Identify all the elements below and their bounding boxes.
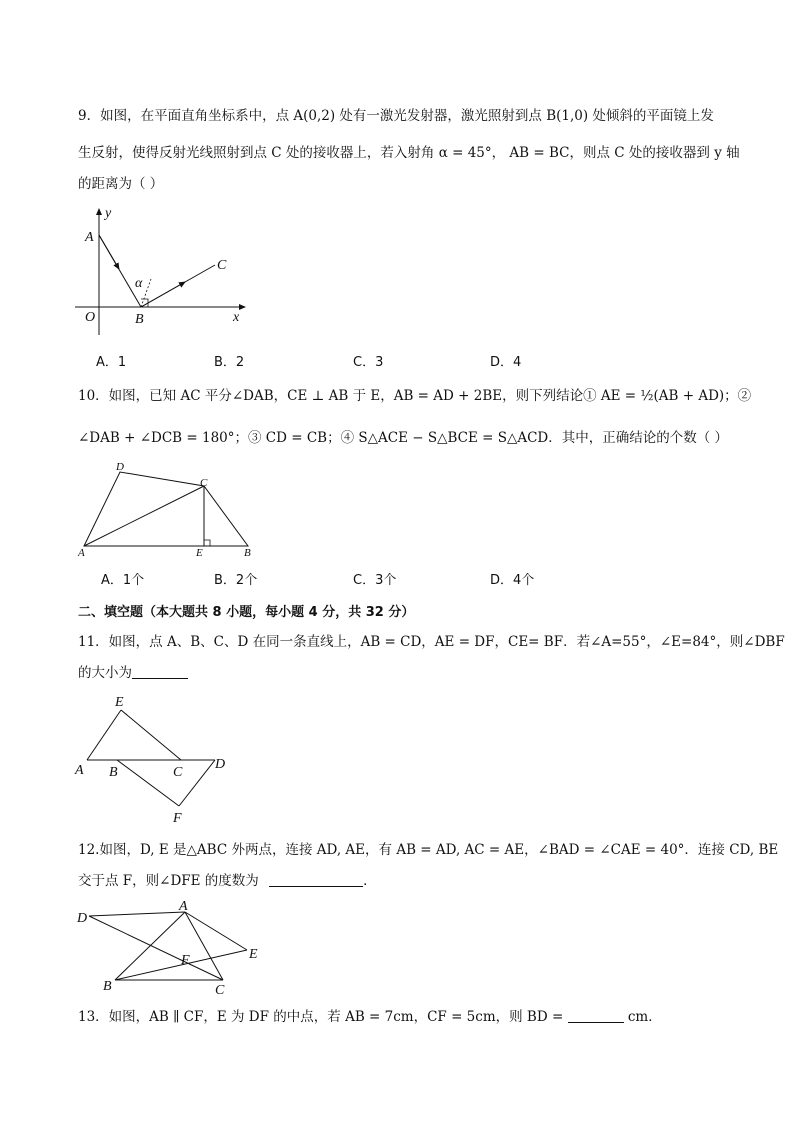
q9-label-o: O bbox=[85, 310, 96, 325]
q10-label-c: C bbox=[200, 477, 208, 489]
q10-figure bbox=[78, 460, 268, 560]
q9-label-b: B bbox=[135, 312, 144, 327]
q12-seg-ae bbox=[185, 912, 247, 950]
q9-line3: 的距离为（ ） bbox=[78, 176, 164, 192]
q10-option-a: A．1个 bbox=[101, 573, 145, 588]
q10-diagonal-ac bbox=[84, 486, 204, 546]
q9-option-b: B．2 bbox=[214, 355, 245, 370]
q12-seg-da bbox=[89, 912, 185, 916]
q11-seg-bf bbox=[117, 760, 179, 806]
q13-line1 bbox=[78, 1007, 662, 1027]
q12-line2 bbox=[78, 871, 377, 891]
q13-text-before: 13．如图，AB ∥ CF，E 为 DF 的中点，若 AB = 7cm，CF = 5cm，则 BD = bbox=[78, 1009, 564, 1025]
q12-line2-text: 交于点 F，则∠DFE 的度数为 bbox=[78, 873, 259, 889]
q10-label-e: E bbox=[196, 547, 203, 559]
q9-label-c: C bbox=[217, 258, 227, 273]
q12-label-d: D bbox=[77, 911, 88, 926]
q9-label-y: y bbox=[105, 206, 112, 221]
q10-label-a: A bbox=[78, 547, 85, 559]
section-title: 二、填空题（本大题共 8 小题，每小题 4 分，共 32 分） bbox=[78, 605, 415, 620]
q12-label-f: F bbox=[181, 953, 190, 968]
q11-seg-fd bbox=[179, 760, 215, 806]
q10-line2: ∠DAB + ∠DCB = 180°；③ CD = CB；④ S△ACE − S△BCE = S△ACD．其中，正确结论的个数（ ） bbox=[78, 430, 729, 446]
q9-line2: 生反射，使得反射光线照射到点 C 处的接收器上，若入射角 α = 45°， AB = BC，则点 C 处的接收器到 y 轴 bbox=[78, 145, 740, 161]
q11-answer-blank[interactable] bbox=[132, 664, 188, 679]
q10-option-d: D．4个 bbox=[490, 573, 535, 588]
q11-label-d: D bbox=[215, 757, 226, 772]
q12-line1: 12.如图，D, E 是△ABC 外两点，连接 AD, AE，有 AB = AD, AC = AE，∠BAD = ∠CAE = 40°．连接 CD, BE bbox=[78, 842, 779, 858]
q12-seg-db bbox=[89, 916, 115, 980]
q12-answer-blank[interactable] bbox=[269, 872, 363, 887]
q9-label-x: x bbox=[233, 310, 240, 325]
q9-label-alpha: α bbox=[135, 276, 143, 291]
q11-line2 bbox=[78, 663, 188, 683]
q13-text-after: cm． bbox=[627, 1009, 662, 1025]
q12-label-e: E bbox=[249, 947, 258, 962]
q10-option-b: B．2个 bbox=[214, 573, 258, 588]
q10-option-c: C．3个 bbox=[353, 573, 397, 588]
q9-option-a: A．1 bbox=[96, 355, 127, 370]
q11-label-c: C bbox=[173, 765, 183, 780]
q13-answer-blank[interactable] bbox=[568, 1008, 624, 1023]
q11-label-a: A bbox=[75, 763, 84, 778]
q9-line1: 9．如图，在平面直角坐标系中，点 A(0,2) 处有一激光发射器，激光照射到点 B(1,0) 处倾斜的平面镜上发 bbox=[78, 108, 714, 124]
q10-label-b: B bbox=[244, 547, 251, 559]
q10-label-d: D bbox=[116, 461, 124, 473]
q10-quadrilateral bbox=[84, 472, 248, 546]
q11-label-f: F bbox=[173, 811, 182, 826]
q11-line1: 11．如图，点 A、B、C、D 在同一条直线上，AB = CD，AE = DF，CE= BF．若∠A=55°，∠E=84°，则∠DBF bbox=[78, 634, 785, 650]
q9-figure bbox=[75, 205, 255, 345]
q9-label-a: A bbox=[85, 230, 94, 245]
q9-normal bbox=[141, 279, 151, 307]
q11-seg-ec bbox=[121, 710, 181, 760]
q11-figure bbox=[75, 690, 245, 826]
q12-label-a: A bbox=[179, 899, 188, 914]
q12-figure bbox=[75, 899, 275, 998]
q10-line1: 10．如图，已知 AC 平分∠DAB，CE ⊥ AB 于 E，AB = AD + 2BE，则下列结论① AE = ½(AB + AD)；② bbox=[78, 388, 752, 404]
q12-line2-end: ． bbox=[363, 873, 377, 889]
q11-seg-ae bbox=[87, 710, 121, 760]
q11-label-e: E bbox=[115, 695, 124, 710]
q12-label-c: C bbox=[215, 983, 225, 998]
q11-line2-text: 的大小为 bbox=[78, 665, 132, 681]
q9-option-c: C．3 bbox=[353, 355, 384, 370]
q9-option-d: D．4 bbox=[490, 355, 522, 370]
q12-seg-ac bbox=[185, 912, 223, 980]
q11-label-b: B bbox=[109, 765, 118, 780]
q12-seg-ab bbox=[115, 912, 185, 980]
q12-label-b: B bbox=[103, 979, 112, 994]
